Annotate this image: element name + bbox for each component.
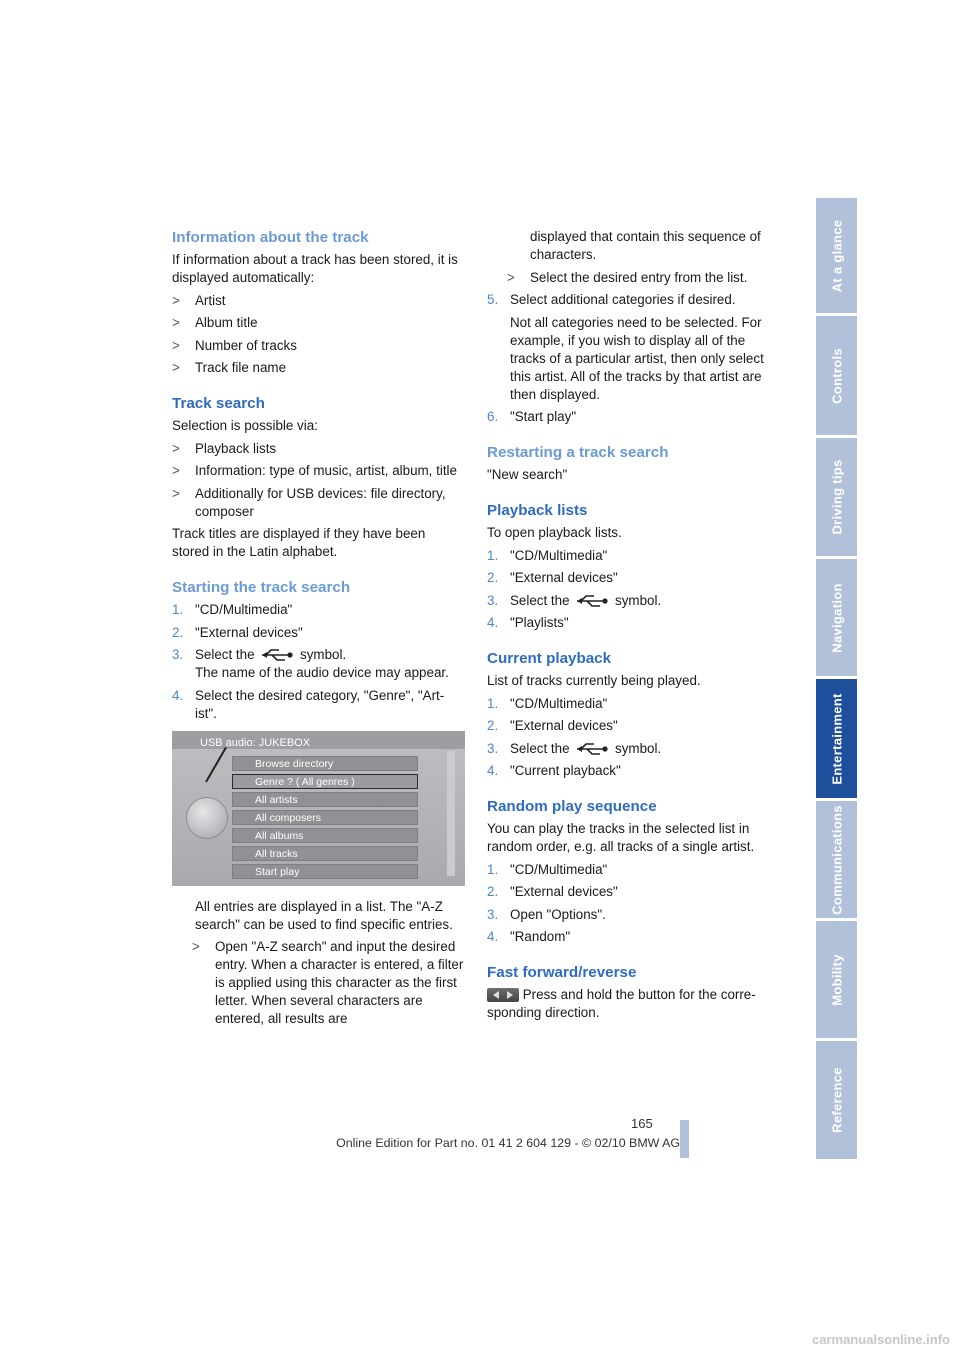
list-item: > Additionally for USB devices: file directory, composer — [172, 485, 446, 519]
step-number: 4. — [487, 615, 499, 630]
usb-symbol-icon — [575, 594, 609, 608]
list-item: > Number of tracks — [172, 337, 297, 353]
step-number: 4. — [172, 687, 184, 703]
step-number: 2. — [487, 718, 499, 733]
screen-menu-row: All composers — [232, 810, 418, 825]
bullet-marker: > — [172, 337, 180, 353]
numbered-item: 2. "External devices" — [487, 884, 618, 899]
numbered-item: 4. "Playlists" — [487, 615, 569, 630]
step-number: 1. — [172, 602, 184, 617]
list-item: > Information: type of music, artist, album, title — [172, 463, 457, 478]
step-number: 5. — [487, 292, 499, 307]
step-number: 1. — [487, 861, 499, 877]
bullet-marker: > — [172, 292, 180, 308]
footer-bar — [680, 1120, 689, 1158]
footer-text: Online Edition for Part no. 01 41 2 604 129 - © 02/10 BMW AG — [336, 1136, 680, 1150]
paragraph: "New search" — [487, 467, 568, 482]
heading-track-search: Track search — [172, 395, 265, 412]
step-number: 2. — [172, 624, 184, 640]
paragraph: Not all categories need to be selected. For example, if you wish to display all of the tracks of a particular artist, then only select this artist. All of the tracks by that artist are then displayed. — [510, 314, 764, 402]
heading-random-play-sequence: Random play sequence — [487, 798, 657, 815]
heading-current-playback: Current playback — [487, 650, 612, 667]
tab-at-a-glance[interactable]: At a glance — [816, 198, 857, 313]
numbered-item: 6. "Start play" — [487, 409, 577, 424]
step-number: 3. — [487, 592, 499, 608]
tab-driving-tips[interactable]: Driving tips — [816, 438, 857, 556]
heading-information-about-track: Information about the track — [172, 229, 369, 246]
screen-menu-row: Browse directory — [232, 756, 418, 771]
numbered-item: 4. "Random" — [487, 929, 571, 944]
scroll-track — [447, 751, 455, 876]
page-number: 165 — [631, 1116, 653, 1131]
pointer-line — [205, 746, 227, 782]
step-number: 4. — [487, 929, 499, 944]
list-item: > Playback lists — [172, 440, 277, 456]
controller-knob-icon — [186, 797, 228, 839]
step-number: 2. — [487, 570, 499, 585]
step-number: 2. — [487, 884, 499, 899]
bullet-marker: > — [172, 440, 180, 456]
paragraph: Press and hold the button for the corre-sponding direction. — [487, 987, 756, 1020]
fast-forward-reverse-button-icon — [487, 988, 519, 1002]
numbered-item: 3. Select the symbol. — [487, 740, 662, 756]
sub-list-item: > Select the desired entry from the list. — [507, 269, 748, 285]
tab-mobility[interactable]: Mobility — [816, 921, 857, 1038]
screen-menu-row: All artists — [232, 792, 418, 807]
screen-menu-row: All tracks — [232, 846, 418, 861]
tab-controls[interactable]: Controls — [816, 316, 857, 435]
paragraph: You can play the tracks in the selected list in random order, e.g. all tracks of a single artist. — [487, 821, 755, 854]
numbered-item: 2. "External devices" — [487, 718, 618, 733]
numbered-item: 2. "External devices" — [487, 570, 618, 585]
usb-audio-screenshot — [172, 731, 465, 886]
paragraph-continued: displayed that contain this sequence of characters. — [530, 229, 761, 262]
paragraph: All entries are displayed in a list. The "A-Z search" can be used to find specific entries. — [195, 898, 453, 932]
step-number: 3. — [172, 647, 184, 662]
numbered-item: 2. "External devices" — [172, 624, 303, 640]
numbered-item: 1. "CD/Multimedia" — [487, 861, 608, 877]
heading-fast-forward-reverse: Fast forward/reverse — [487, 964, 637, 981]
step-number: 3. — [487, 906, 499, 922]
tab-communications[interactable]: Communications — [816, 801, 857, 918]
list-item: > Album title — [172, 315, 258, 330]
heading-starting-track-search: Starting the track search — [172, 579, 351, 596]
usb-symbol-icon — [575, 742, 609, 756]
bullet-marker: > — [172, 485, 180, 501]
screen-title: USB audio: JUKEBOX — [200, 736, 311, 749]
tab-entertainment[interactable]: Entertainment — [816, 679, 857, 798]
step-number: 3. — [487, 740, 499, 756]
numbered-item: 3. Select the symbol. The name of the audio device may appear. — [172, 647, 449, 680]
bullet-marker: > — [172, 463, 180, 478]
sub-list-item: > Open "A-Z search" and input the desired entry. When a character is entered, a filter is applied using this character as the first letter. When several characters are entered, all results are — [192, 939, 464, 1026]
paragraph: List of tracks currently being played. — [487, 673, 701, 688]
bullet-marker: > — [192, 939, 200, 954]
list-item: > Artist — [172, 292, 226, 308]
bullet-marker: > — [507, 269, 515, 285]
bullet-marker: > — [172, 315, 180, 330]
tab-reference[interactable]: Reference — [816, 1041, 857, 1159]
screen-menu-row: All albums — [232, 828, 418, 843]
screen-menu-row: Start play — [232, 864, 418, 879]
usb-symbol-icon — [260, 648, 294, 662]
numbered-item: 1. "CD/Multimedia" — [487, 547, 608, 563]
step-number: 4. — [487, 763, 499, 778]
heading-restarting-track-search: Restarting a track search — [487, 444, 669, 461]
right-column — [487, 228, 781, 1027]
watermark: carmanualsonline.info — [812, 1332, 950, 1347]
numbered-item: 1. "CD/Multimedia" — [172, 602, 293, 617]
paragraph: Track titles are displayed if they have been stored in the Latin alphabet. — [172, 526, 426, 559]
bullet-marker: > — [172, 360, 180, 375]
paragraph: If information about a track has been stored, it is displayed automatically: — [172, 252, 458, 285]
left-column — [172, 228, 466, 1033]
numbered-item: 3. Select the symbol. — [487, 592, 662, 608]
paragraph: Selection is possible via: — [172, 418, 318, 433]
step-number: 1. — [487, 547, 499, 563]
numbered-item: 5. Select additional categories if desired. — [487, 292, 736, 307]
numbered-item: 3. Open "Options". — [487, 906, 606, 922]
numbered-item: 1. "CD/Multimedia" — [487, 695, 608, 711]
tab-navigation[interactable]: Navigation — [816, 559, 857, 676]
paragraph: To open playback lists. — [487, 525, 622, 540]
heading-playback-lists: Playback lists — [487, 502, 588, 519]
numbered-item: 4. "Current playback" — [487, 763, 621, 778]
list-item: > Track file name — [172, 360, 287, 375]
step-number: 6. — [487, 409, 499, 424]
numbered-item: 4. Select the desired category, "Genre", "Art-ist". — [172, 687, 445, 721]
screen-menu-row-selected: Genre ? ( All genres ) — [232, 774, 418, 789]
step-number: 1. — [487, 695, 499, 711]
